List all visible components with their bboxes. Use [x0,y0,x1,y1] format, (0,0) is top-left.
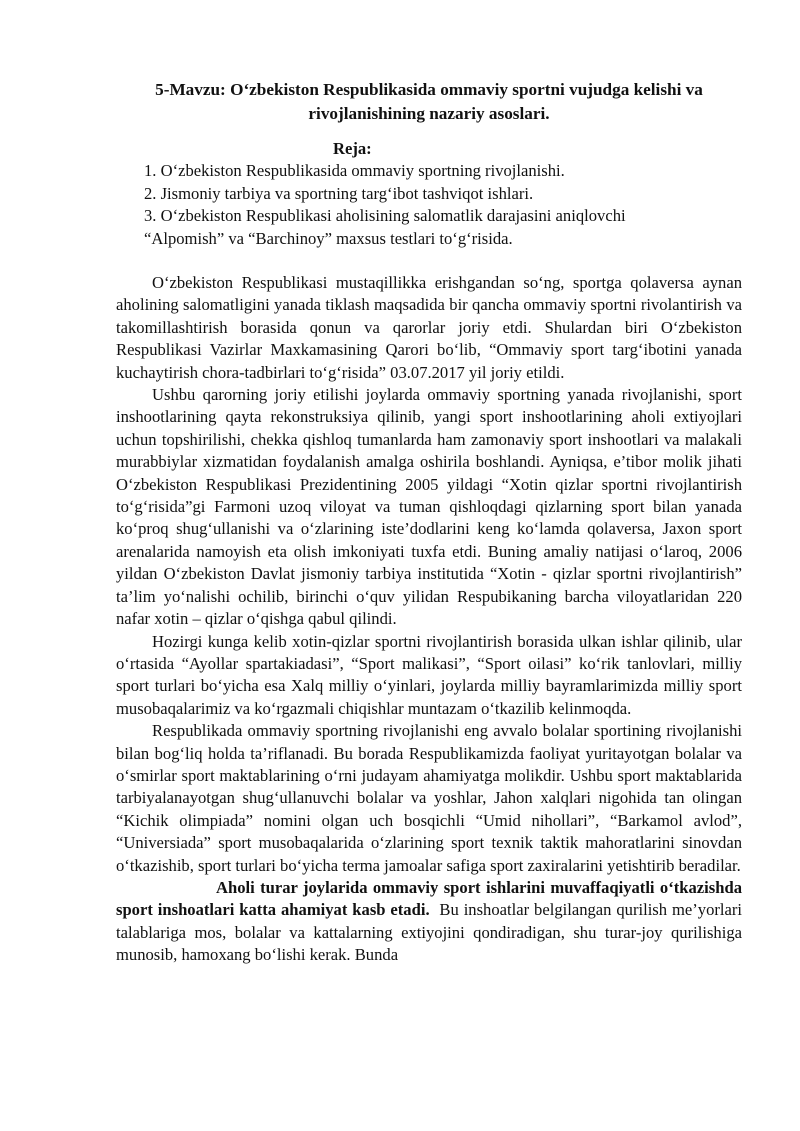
plan-item: 2. Jismoniy tarbiya va sportning targ‘ibot tashviqot ishlari. [144,183,534,203]
plan-item: 3. O‘zbekiston Respublikasi aholisining salomatlik darajasini aniqlovchi [144,206,626,225]
plan-list [144,160,742,228]
paragraph-continuation: Bu inshoatlar belgilangan qurilish me’yorlari talablariga mos, bolalar va kattalarning extiyojini qondiradigan, shu turar-joy qurilishiga munosib, hamoxang bo‘lishi kerak. Bunda [116,900,743,965]
document-page [116,70,742,967]
plan-heading: Reja: [333,139,372,158]
paragraph: Hozirgi kunga kelib xotin-qizlar sportni rivojlantirish borasida ulkan ishlar qilinib, ular o‘rtasida “Ayollar spartakiadasi”, “Sport malikasi”, “Sport oilasi” ko‘rik tanlovlari, milliy sport turlari bo‘yicha esa Xalq milliy o‘yinlari, joylarda milliy bayramlarimizda milliy sport musobaqalarimiz va ko‘rgazmali chiqishlar muntazam o‘tkazilib kelinmoqda. [116,631,742,718]
paragraph-mixed [116,877,742,967]
page-title: 5-Mavzu: O‘zbekiston Respublikasida ommaviy sportni vujudga kelishi va rivojlanishining nazariy asoslari. [155,80,703,123]
plan-item-continuation: “Alpomish” va “Barchinoy” maxsus testlari to‘g‘risida. [144,228,513,248]
bold-statement: Aholi turar joylarida ommaviy sport ishlarini muvaffaqiyatli o‘tkazishda sport inshoatlari katta ahamiyat kasb etadi. [116,877,742,920]
paragraph: O‘zbekiston Respublikasi mustaqillikka erishgandan so‘ng, sportga qolaversa aynan aholining salomatligini yanada tiklash maqsadida bir qancha ommaviy sportni rivolantirish va takomillashtirish borasida qonun va qarorlar joriy etdi. Shulardan biri O‘zbekiston Respublikasi Vazirlar Maxkamasining Qarori bo‘lib, “Ommaviy sport targ‘ibotini yanada kuchaytirish chora-tadbirlari to‘g‘risida” 03.07.2017 yil joriy etildi. [116,273,742,382]
paragraph: Ushbu qarorning joriy etilishi joylarda ommaviy sportning yanada rivojlanishi, sport inshootlarining qayta rekonstruksiya qilinib, yangi sport inshootlarining aholi extiyojlari uchun topshirilishi, chekka qishloq tumanlarda ham zamonaviy sport inshootlari va malakali murabbiylar xizmatidan foydalanish amalga oshirila boshlandi. Ayniqsa, e’tibor molik jihati O‘zbekiston Respublikasi Prezidentining 2005 yildagi “Xotin qizlar sportni rivojlantirish to‘g‘risida”gi Farmoni uzoq viloyat va tuman qishloqdagi qizlarning sport bilan yanada ko‘proq shug‘ullanishi va o‘zlarining iste’dodlarini keng ko‘lamda qolaversa, Jaxon sport arenalarida namoyish eta olish imkoniyati tuxfa etdi. Buning amaliy natijasi o‘laroq, 2006 yildan O‘zbekiston Davlat jismoniy tarbiya institutida “Xotin - qizlar sportni rivojlantirish” ta’lim yo‘nalishi ochilib, birinchi o‘quv yilidan Respubikaning barcha viloyatlaridan 220 nafar xotin – qizlar o‘qishga qabul qilindi. [116,385,742,629]
spacer [116,250,742,272]
paragraph: Respublikada ommaviy sportning rivojlanishi eng avvalo bolalar sportining rivojlanishi bilan bog‘liq holda ta’riflanadi. Bu borada Respublikamizda faoliyat yuritayotgan bolalar va o‘smirlar sport maktablarining o‘rni judayam ahamiyatga molikdir. Ushbu sport maktablarida tarbiyalanayotgan shug‘ullanuvchi bolalar va yoshlar, Jahon xalqlari nigohida tan olingan “Kichik olimpiada” nomini olgan uch bosqichli “Umid nihollari”, “Barkamol avlod”, “Universiada” sport musobaqalarida o‘zlarining sport texnik taktik mahoratlarini sinovdan o‘tkazishib, sport turlari bo‘yicha terma jamoalar safiga sport zaxiralarini yetishtirib beradilar. [116,721,742,875]
plan-item: 1. O‘zbekiston Respublikasida ommaviy sportning rivojlanishi. [144,161,565,180]
